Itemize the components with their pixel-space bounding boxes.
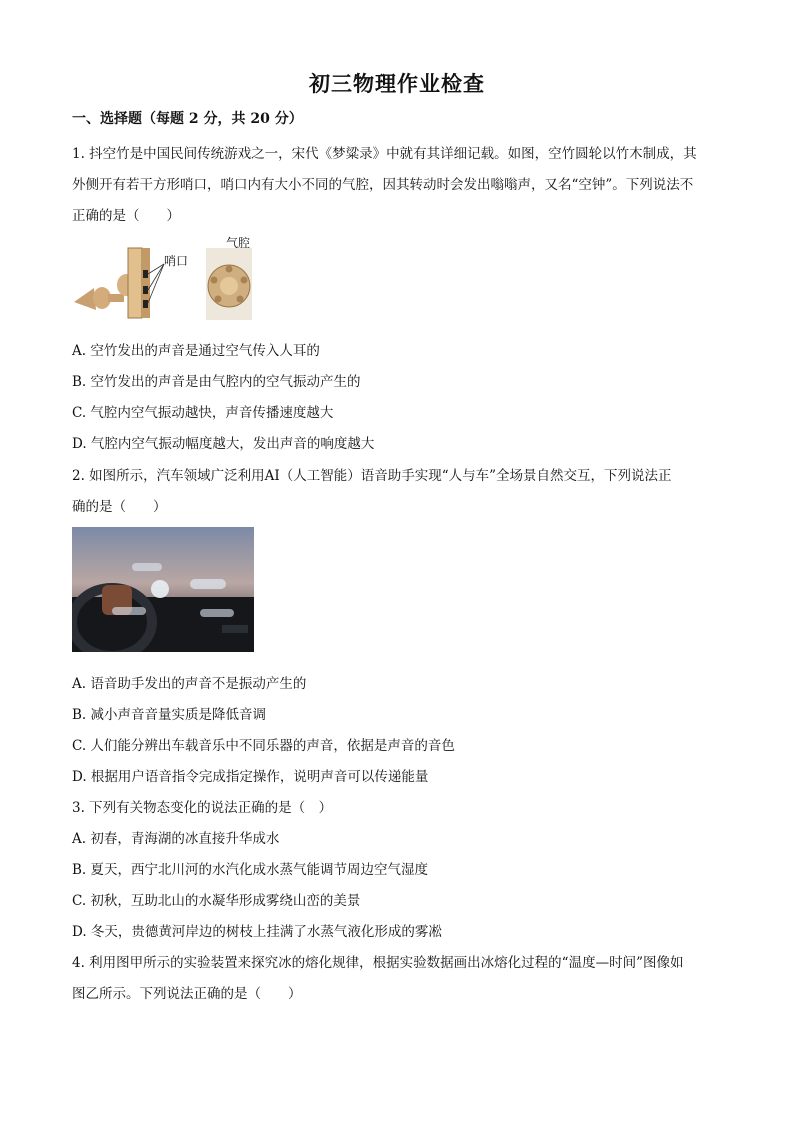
q1-stem-line-2: 外侧开有若干方形哨口，哨口内有大小不同的气腔，因其转动时会发出嗡嗡声，又名“空钟”。下列说法不 <box>72 177 694 193</box>
q3-stem: 3. 下列有关物态变化的说法正确的是（ ） <box>72 800 333 816</box>
page-title: 初三物理作业检查 <box>309 71 485 96</box>
q2-stem-line-1: 2. 如图所示，汽车领域广泛利用AI（人工智能）语音助手实现“人与车”全场景自然交互，下列说法正 <box>72 468 672 484</box>
section-heading: 一、选择题（每题 2 分，共 20 分） <box>72 111 303 127</box>
kongzhu-top-figure <box>206 236 252 320</box>
q1-option-a: A. 空竹发出的声音是通过空气传入人耳的 <box>72 343 320 359</box>
q1-stem-line-3: 正确的是（ ） <box>72 208 180 224</box>
q1-option-b: B. 空竹发出的声音是由气腔内的空气振动产生的 <box>72 374 361 390</box>
chamber-label: 气腔 <box>226 236 251 250</box>
kongzhu-side-figure <box>72 240 192 320</box>
car-voice-assistant-photo <box>72 527 254 652</box>
q3-option-a: A. 初春，青海湖的冰直接升华成水 <box>72 831 280 847</box>
q4-stem-line-1: 4. 利用图甲所示的实验装置来探究冰的熔化规律，根据实验数据画出冰熔化过程的“温度—时间”图像如 <box>72 955 684 971</box>
q2-option-b: B. 减小声音音量实质是降低音调 <box>72 707 267 723</box>
q4-stem-line-2: 图乙所示。下列说法正确的是（ ） <box>72 986 302 1002</box>
whistle-label: 哨口 <box>164 254 189 268</box>
q3-option-b: B. 夏天，西宁北川河的水汽化成水蒸气能调节周边空气湿度 <box>72 862 429 878</box>
q1-option-d: D. 气腔内空气振动幅度越大，发出声音的响度越大 <box>72 436 375 452</box>
q2-option-a: A. 语音助手发出的声音不是振动产生的 <box>72 676 307 692</box>
q2-option-c: C. 人们能分辨出车载音乐中不同乐器的声音，依据是声音的音色 <box>72 738 455 754</box>
q3-option-c: C. 初秋，互助北山的水凝华形成雾绕山峦的美景 <box>72 893 361 909</box>
q1-option-c: C. 气腔内空气振动越快，声音传播速度越大 <box>72 405 334 421</box>
q2-option-d: D. 根据用户语音指令完成指定操作，说明声音可以传递能量 <box>72 769 429 785</box>
q3-option-d: D. 冬天，贵德黄河岸边的树枝上挂满了水蒸气液化形成的雾凇 <box>72 924 442 940</box>
q2-stem-line-2: 确的是（ ） <box>72 499 167 515</box>
q1-stem-line-1: 1. 抖空竹是中国民间传统游戏之一，宋代《梦粱录》中就有其详细记载。如图，空竹圆轮以竹木制成，其 <box>72 146 697 162</box>
